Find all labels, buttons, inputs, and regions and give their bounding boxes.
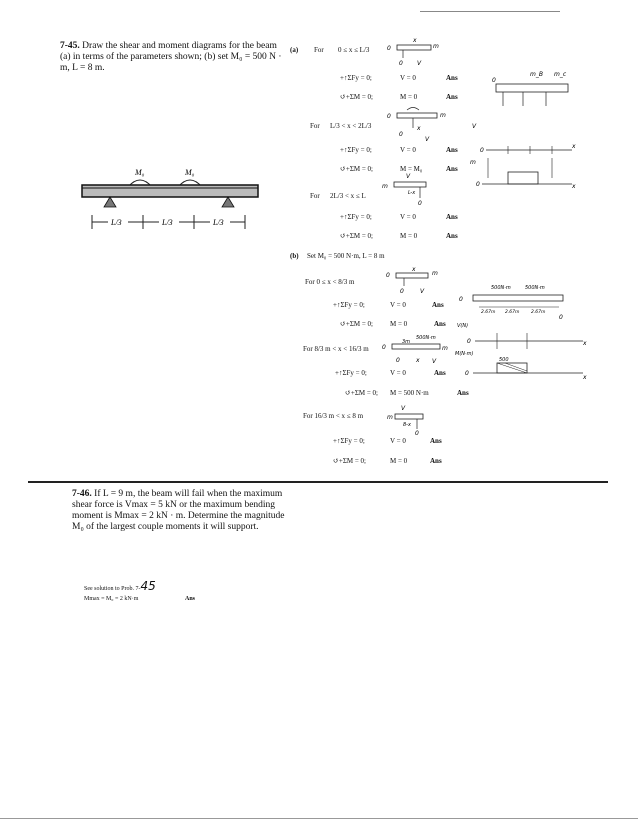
part-b-seg3-M: M = 0	[390, 457, 408, 465]
bottom-edge-line	[0, 818, 638, 819]
svg-text:0: 0	[418, 200, 422, 207]
svg-text:500N·m: 500N·m	[491, 285, 511, 291]
svg-text:m: m	[440, 112, 446, 119]
part-a-seg1-M: M = 0	[400, 93, 418, 101]
svg-text:m_c: m_c	[554, 71, 567, 78]
part-b-seg2-range: For 8/3 m < x < 16/3 m	[303, 345, 369, 353]
svg-text:m: m	[470, 159, 476, 166]
svg-text:2.67m: 2.67m	[531, 310, 546, 315]
part-a-seg2-sumF: +↑ΣFy = 0;	[340, 146, 372, 154]
part-b-seg2-V: V = 0	[390, 369, 406, 377]
svg-text:V: V	[406, 173, 411, 180]
part-a-seg1-sumF: +↑ΣFy = 0;	[340, 74, 372, 82]
beam-figure	[80, 165, 280, 240]
part-b-seg1-V: V = 0	[390, 301, 406, 309]
part-a-seg3-ansM: Ans	[446, 232, 458, 240]
problem-746-see-text: See solution to Prob. 7-	[84, 586, 141, 592]
svg-text:V: V	[401, 405, 406, 412]
part-b-label: (b)	[290, 252, 299, 260]
beam-left-support	[104, 197, 116, 207]
problem-746-ans: Ans	[185, 596, 196, 602]
beam-dim-3: L/3	[213, 218, 224, 227]
svg-text:x: x	[583, 340, 587, 347]
svg-text:x: x	[413, 37, 417, 44]
part-a-seg1-ansV: Ans	[446, 74, 458, 82]
part-b-seg1-ansV: Ans	[432, 301, 444, 309]
svg-text:0: 0	[415, 430, 419, 437]
part-b-seg3-ansV: Ans	[430, 437, 442, 445]
svg-text:m: m	[442, 345, 448, 352]
beam-right-support	[222, 197, 234, 207]
svg-text:V: V	[417, 60, 422, 67]
part-a-seg1-ansM: Ans	[446, 93, 458, 101]
part-b-seg1-ansM: Ans	[434, 320, 446, 328]
part-a-seg2-ansM: Ans	[446, 165, 458, 173]
svg-text:x: x	[583, 374, 587, 381]
svg-text:0: 0	[386, 272, 390, 279]
svg-text:2.67m: 2.67m	[481, 310, 496, 315]
svg-text:0: 0	[492, 77, 496, 84]
part-a-seg3-sumM: ↺+ΣM = 0;	[340, 232, 374, 240]
part-a-seg3-V: V = 0	[400, 213, 416, 221]
beam-body	[82, 185, 258, 197]
svg-text:0: 0	[387, 45, 391, 52]
part-b-seg2-M: M = 500 N·m	[390, 389, 429, 397]
svg-text:0: 0	[459, 296, 463, 303]
svg-text:0: 0	[387, 113, 391, 120]
part-a-seg2-sumM: ↺+ΣM = 0;	[340, 165, 374, 173]
problem-746-see-num: 45	[140, 579, 156, 593]
svg-text:L-x: L-x	[408, 190, 416, 196]
problem-746-number: 7-46.	[72, 489, 92, 499]
problem-746-text: If L = 9 m, the beam will fail when the maximum shear force is Vmax = 5 kN or the maximum bending moment is Mmax = 2 kN · m. Determine the magnitude M₀ of the largest couple moments it will support.	[72, 489, 285, 532]
part-a-seg3-ansV: Ans	[446, 213, 458, 221]
svg-text:500N·m: 500N·m	[416, 335, 436, 341]
svg-text:m: m	[382, 183, 388, 190]
part-b-seg3-sumM: ↺+ΣM = 0;	[333, 457, 367, 465]
part-a-label: (a)	[290, 46, 299, 54]
problem-745-number: 7-45.	[60, 41, 80, 51]
part-a-seg2-for: For	[310, 122, 320, 130]
part-b-seg1-sumM: ↺+ΣM = 0;	[340, 320, 374, 328]
part-a-seg3-M: M = 0	[400, 232, 418, 240]
part-b-seg3-V: V = 0	[390, 437, 406, 445]
part-a-seg1-sumM: ↺+ΣM = 0;	[340, 93, 374, 101]
part-a-seg1-V: V = 0	[400, 74, 416, 82]
svg-text:0: 0	[382, 344, 386, 351]
top-edge-line	[420, 11, 560, 12]
svg-text:x: x	[416, 357, 420, 364]
part-a-seg2-ansV: Ans	[446, 146, 458, 154]
problem-745-text: Draw the shear and moment diagrams for the beam (a) in terms of the parameters shown; (b) set M₀ = 500 N · m, L = 8 m.	[60, 41, 282, 73]
svg-text:V: V	[420, 288, 425, 295]
part-b-seg2-ansM: Ans	[457, 389, 469, 397]
svg-text:3m: 3m	[402, 339, 411, 345]
svg-text:V: V	[472, 123, 477, 130]
svg-text:0: 0	[465, 370, 469, 377]
problem-746-see	[84, 579, 156, 593]
part-a-seg1-range: 0 ≤ x ≤ L/3	[338, 46, 370, 54]
svg-text:V: V	[432, 358, 437, 365]
part-b-seg1-M: M = 0	[390, 320, 408, 328]
svg-text:0: 0	[480, 147, 484, 154]
beam-dim-2: L/3	[162, 218, 173, 227]
svg-text:x: x	[572, 143, 576, 150]
part-a-fbd-seg2	[385, 108, 455, 144]
part-b-seg2-sumF: +↑ΣFy = 0;	[335, 369, 367, 377]
svg-text:0: 0	[399, 60, 403, 67]
problem-746-result: Mmax = M₀ = 2 kN·m	[84, 596, 139, 602]
svg-text:m: m	[387, 414, 393, 421]
part-a-seg3-sumF: +↑ΣFy = 0;	[340, 213, 372, 221]
svg-text:8-x: 8-x	[403, 422, 411, 428]
part-a-seg1-for: For	[314, 46, 324, 54]
part-b-fbd-seg3	[385, 405, 431, 435]
part-a-diagrams	[468, 68, 578, 192]
problem-745-statement	[60, 41, 282, 74]
svg-text:500: 500	[499, 357, 509, 363]
svg-text:0: 0	[396, 357, 400, 364]
part-b-seg1-range: For 0 ≤ x < 8/3 m	[305, 278, 355, 286]
svg-text:V(N): V(N)	[457, 323, 469, 329]
part-a-seg2-range: L/3 < x < 2L/3	[330, 122, 372, 130]
part-a-seg3-for: For	[310, 192, 320, 200]
svg-text:x: x	[417, 125, 421, 132]
beam-m0-left-label: M₀	[135, 168, 145, 177]
svg-text:0: 0	[399, 131, 403, 138]
part-a-fbd-seg1	[385, 36, 445, 68]
svg-text:0: 0	[467, 338, 471, 345]
svg-text:x: x	[572, 183, 576, 190]
part-b-seg3-sumF: +↑ΣFy = 0;	[333, 437, 365, 445]
svg-text:M(N·m): M(N·m)	[455, 351, 474, 357]
svg-text:0: 0	[559, 314, 563, 321]
section-divider	[28, 481, 608, 483]
svg-text:m_B: m_B	[530, 71, 543, 78]
part-b-diagrams	[455, 283, 590, 383]
svg-text:0: 0	[476, 181, 480, 188]
beam-m0-right-label: M₀	[185, 168, 195, 177]
beam-dim-1: L/3	[111, 218, 122, 227]
part-a-fbd-seg3	[380, 172, 440, 206]
part-a-seg2-V: V = 0	[400, 146, 416, 154]
svg-text:m: m	[433, 43, 439, 50]
svg-text:2.67m: 2.67m	[505, 310, 520, 315]
part-b-seg2-ansV: Ans	[434, 369, 446, 377]
part-b-fbd-seg1	[384, 265, 444, 295]
part-a-seg3-range: 2L/3 < x ≤ L	[330, 192, 366, 200]
svg-text:x: x	[412, 266, 416, 273]
svg-text:500N·m: 500N·m	[525, 285, 545, 291]
part-b-seg3-ansM: Ans	[430, 457, 442, 465]
svg-text:m: m	[432, 270, 438, 277]
part-b-seg2-sumM: ↺+ΣM = 0;	[345, 389, 379, 397]
svg-text:V: V	[425, 136, 430, 143]
part-a-seg2-M: M = M₀	[400, 165, 423, 173]
part-b-set: Set M₀ = 500 N·m, L = 8 m	[307, 252, 385, 260]
part-b-seg3-range: For 16/3 m < x ≤ 8 m	[303, 412, 364, 420]
svg-text:0: 0	[400, 288, 404, 295]
part-b-fbd-seg2	[380, 333, 460, 367]
problem-746-statement	[72, 489, 296, 533]
part-b-seg1-sumF: +↑ΣFy = 0;	[333, 301, 365, 309]
